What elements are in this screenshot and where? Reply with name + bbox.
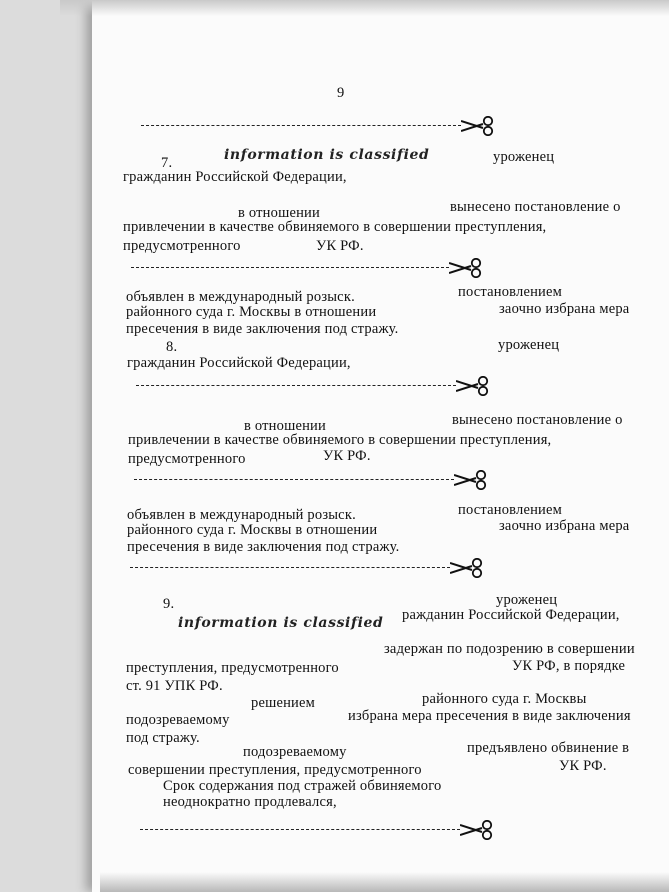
classified-stamp: information is classified: [178, 615, 384, 631]
cut-line: [134, 470, 488, 490]
entry-7-wanted: объявлен в международный розыск.: [126, 289, 355, 305]
entry-9-term: Срок содержания под стражей обвиняемого: [163, 778, 442, 794]
cut-line: [136, 376, 490, 396]
entry-8-wanted: объявлен в международный розыск.: [127, 507, 356, 523]
entry-7-provided: предусмотренного: [123, 238, 241, 254]
entry-7-number: 7.: [161, 155, 173, 171]
entry-8-court: районного суда г. Москвы в отношении: [127, 522, 378, 538]
entry-9-commission: совершении преступления, предусмотренного: [128, 762, 422, 778]
classified-stamp: information is classified: [224, 147, 430, 163]
entry-8-in-absentia: заочно избрана мера: [499, 518, 630, 534]
entry-7-detention: пресечения в виде заключения под стражу.: [126, 321, 399, 337]
entry-7-involvement: привлечении в качестве обвиняемого в совершении преступления,: [123, 219, 547, 235]
entry-7-court: районного суда г. Москвы в отношении: [126, 304, 377, 320]
entry-7-citizen: гражданин Российской Федерации,: [123, 169, 347, 185]
page-number: 9: [337, 85, 345, 101]
entry-7-native: уроженец: [493, 149, 555, 165]
scan-shadow-bottom: [100, 872, 669, 892]
entry-9-crime: преступления, предусмотренного: [126, 660, 339, 676]
entry-9-article: ст. 91 УПК РФ.: [126, 678, 223, 694]
entry-7-code: УК РФ.: [316, 238, 364, 254]
entry-9-district-court: районного суда г. Москвы: [422, 691, 587, 707]
entry-8-code: УК РФ.: [323, 448, 371, 464]
entry-9-measure: избрана мера пресечения в виде заключения: [348, 708, 631, 724]
scissors-icon: [456, 376, 490, 396]
entry-8-ruling: вынесено постановление о: [452, 412, 623, 428]
entry-8-native: уроженец: [498, 337, 560, 353]
entry-8-provided: предусмотренного: [128, 451, 246, 467]
scissors-icon: [461, 116, 495, 136]
entry-9-extended: неоднократно продлевался,: [163, 794, 337, 810]
entry-8-citizen: гражданин Российской Федерации,: [127, 355, 351, 371]
entry-9-suspect: подозреваемому: [126, 712, 230, 728]
entry-9-custody: под стражу.: [126, 730, 200, 746]
entry-9-native: уроженец: [496, 592, 558, 608]
entry-8-regarding: в отношении: [244, 418, 326, 434]
scissors-icon: [460, 820, 494, 840]
entry-9-number: 9.: [163, 596, 175, 612]
scissors-icon: [450, 558, 484, 578]
entry-9-code-order: УК РФ, в порядке: [512, 658, 626, 674]
cut-line: [130, 558, 484, 578]
entry-9-detained: задержан по подозрению в совершении: [384, 641, 635, 657]
entry-7-ruling: вынесено постановление о: [450, 199, 621, 215]
scissors-icon: [449, 258, 483, 278]
entry-8-detention: пресечения в виде заключения под стражу.: [127, 539, 400, 555]
entry-7-decree: постановлением: [458, 284, 563, 300]
scan-shadow-top: [60, 0, 669, 16]
scissors-icon: [454, 470, 488, 490]
entry-8-decree: постановлением: [458, 502, 563, 518]
entry-9-citizen: ражданин Российской Федерации,: [402, 607, 620, 623]
cut-line: [141, 116, 496, 136]
entry-9-code: УК РФ.: [559, 758, 607, 774]
cut-line: [131, 258, 483, 278]
entry-7-regarding: в отношении: [238, 205, 320, 221]
entry-9-decision: решением: [251, 695, 316, 711]
entry-7-in-absentia: заочно избрана мера: [499, 301, 630, 317]
entry-8-involvement: привлечении в качестве обвиняемого в совершении преступления,: [128, 432, 552, 448]
cut-line: [140, 820, 494, 840]
entry-8-number: 8.: [166, 339, 178, 355]
entry-9-suspect-2: подозреваемому: [243, 744, 347, 760]
entry-9-charged: предъявлено обвинение в: [467, 740, 630, 756]
